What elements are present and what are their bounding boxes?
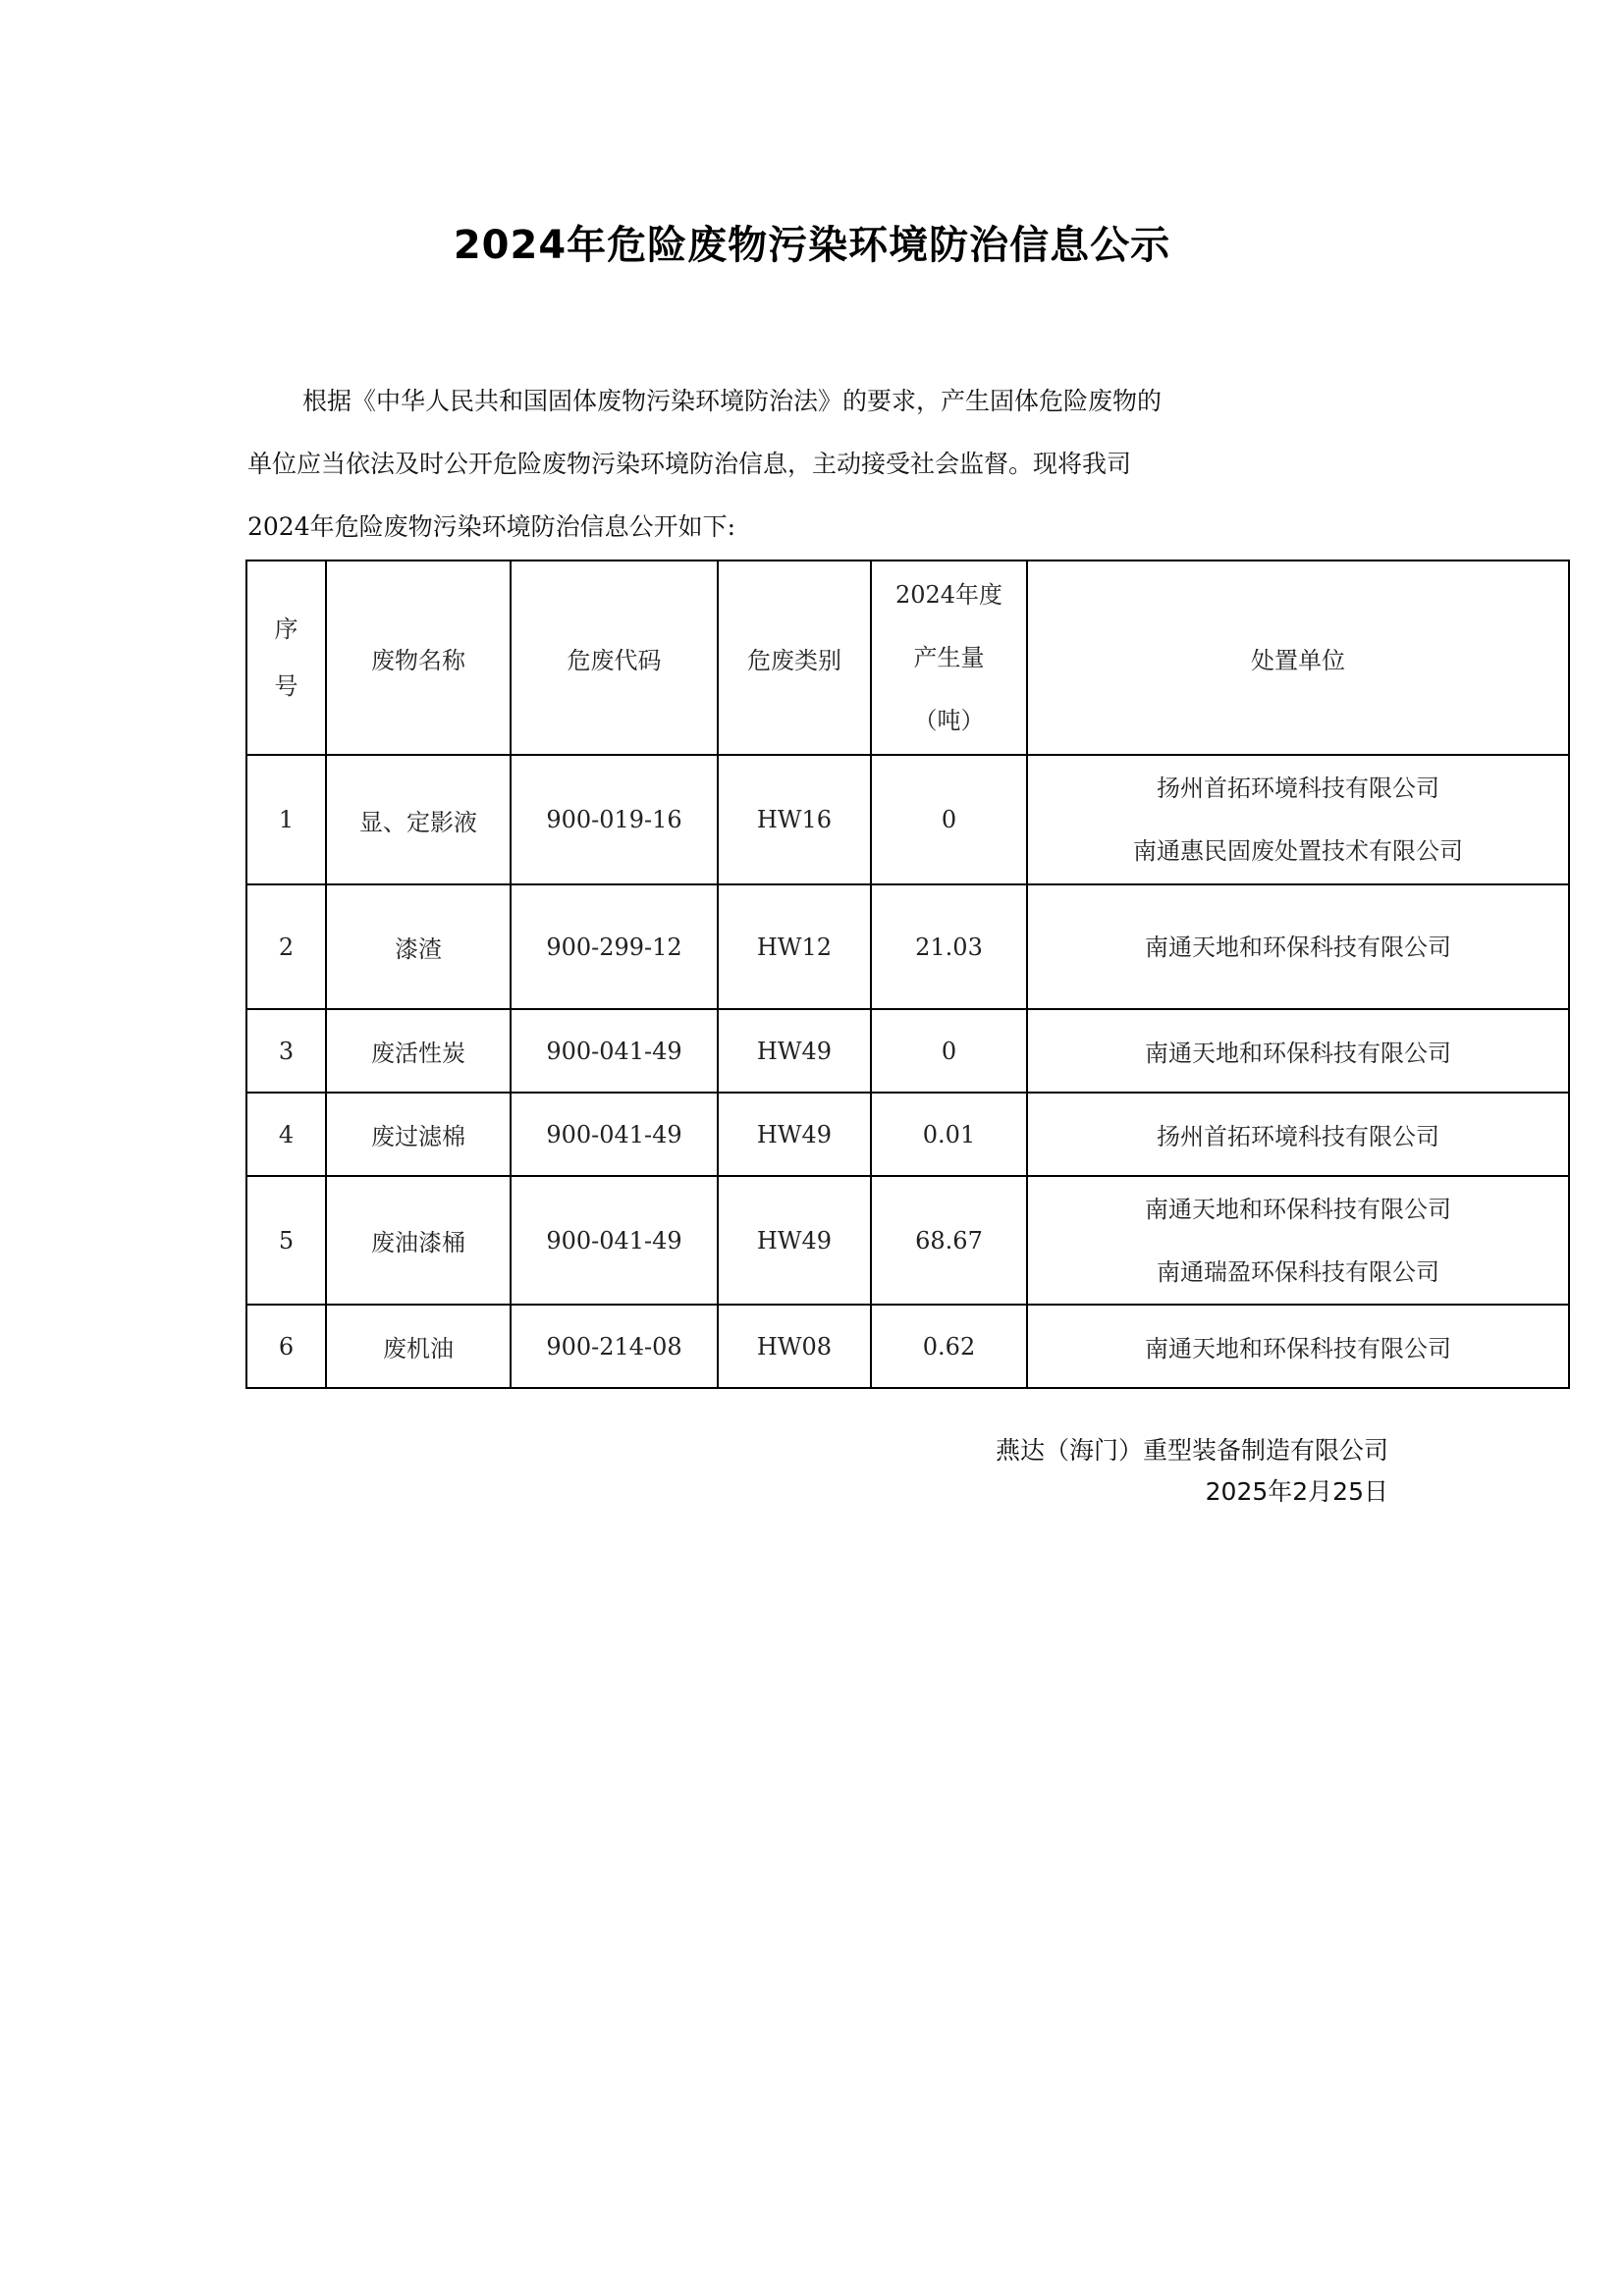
cell-code: 900-041-49	[511, 1009, 718, 1093]
cell-seq: 5	[246, 1176, 326, 1305]
table-row	[246, 1305, 1569, 1388]
header-disposal: 处置单位	[1027, 561, 1569, 755]
cell-category: HW08	[718, 1305, 871, 1388]
cell-name: 废过滤棉	[326, 1093, 511, 1176]
cell-seq: 2	[246, 884, 326, 1009]
cell-seq: 6	[246, 1305, 326, 1388]
cell-quantity: 0.01	[871, 1093, 1027, 1176]
intro-line-2: 单位应当依法及时公开危险废物污染环境防治信息，主动接受社会监督。现将我司	[247, 450, 1132, 478]
cell-code: 900-214-08	[511, 1305, 718, 1388]
table-row	[246, 755, 1569, 884]
signature-company: 燕达（海门）重型装备制造有限公司	[995, 1436, 1388, 1465]
cell-quantity: 21.03	[871, 884, 1027, 1009]
cell-disposal: 南通天地和环保科技有限公司	[1027, 884, 1569, 1009]
cell-disposal: 扬州首拓环境科技有限公司	[1027, 1093, 1569, 1176]
cell-category: HW49	[718, 1176, 871, 1305]
cell-name: 废油漆桶	[326, 1176, 511, 1305]
cell-name: 废活性炭	[326, 1009, 511, 1093]
cell-name: 废机油	[326, 1305, 511, 1388]
cell-seq: 3	[246, 1009, 326, 1093]
document-title: 2024年危险废物污染环境防治信息公示	[453, 223, 1171, 268]
table-header-row	[246, 561, 1569, 755]
header-category: 危废类别	[718, 561, 871, 755]
cell-quantity: 0	[871, 755, 1027, 884]
cell-category: HW16	[718, 755, 871, 884]
table-row	[246, 884, 1569, 1009]
header-code: 危废代码	[511, 561, 718, 755]
cell-category: HW49	[718, 1009, 871, 1093]
cell-code: 900-041-49	[511, 1176, 718, 1305]
cell-name: 漆渣	[326, 884, 511, 1009]
cell-seq: 4	[246, 1093, 326, 1176]
header-quantity: 2024年度 产生量 （吨）	[871, 561, 1027, 755]
table-row	[246, 1093, 1569, 1176]
cell-code: 900-019-16	[511, 755, 718, 884]
cell-disposal: 南通天地和环保科技有限公司	[1027, 1009, 1569, 1093]
cell-quantity: 0	[871, 1009, 1027, 1093]
header-name: 废物名称	[326, 561, 511, 755]
table-row	[246, 1009, 1569, 1093]
intro-line-3: 2024年危险废物污染环境防治信息公开如下:	[247, 512, 736, 541]
table-row	[246, 1176, 1569, 1305]
cell-disposal: 南通天地和环保科技有限公司 南通瑞盈环保科技有限公司	[1027, 1176, 1569, 1305]
cell-seq: 1	[246, 755, 326, 884]
intro-line-1: 根据《中华人民共和国固体废物污染环境防治法》的要求，产生固体危险废物的	[302, 387, 1163, 415]
cell-disposal: 扬州首拓环境科技有限公司 南通惠民固废处置技术有限公司	[1027, 755, 1569, 884]
cell-disposal: 南通天地和环保科技有限公司	[1027, 1305, 1569, 1388]
hazardous-waste-table	[245, 560, 1570, 1389]
cell-code: 900-299-12	[511, 884, 718, 1009]
cell-name: 显、定影液	[326, 755, 511, 884]
cell-code: 900-041-49	[511, 1093, 718, 1176]
header-seq: 序 号	[246, 561, 326, 755]
signature-date: 2025年2月25日	[1205, 1477, 1388, 1506]
cell-category: HW12	[718, 884, 871, 1009]
cell-quantity: 68.67	[871, 1176, 1027, 1305]
cell-category: HW49	[718, 1093, 871, 1176]
cell-quantity: 0.62	[871, 1305, 1027, 1388]
